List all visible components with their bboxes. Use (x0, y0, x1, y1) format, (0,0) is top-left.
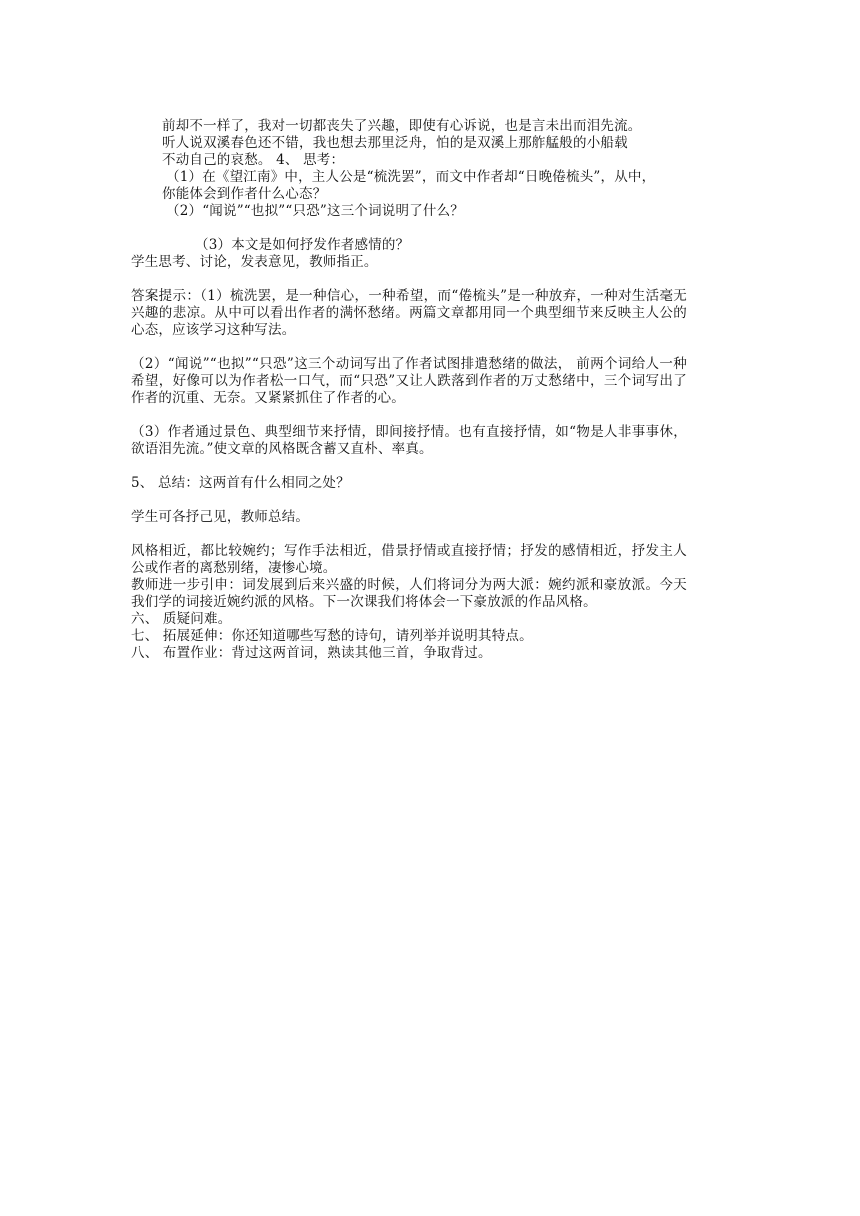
question-2: （2）“闻说”“也拟”“只恐”这三个词说明了什么？ (166, 203, 464, 219)
student-activity-text: 学生思考、讨论，发表意见，教师指正。 (131, 254, 378, 270)
section-6-heading: 六、 质疑问难。 (131, 611, 232, 627)
answer-hint-2: （2）“闻说”“也拟”“只恐”这三个动词写出了作者试图排遣愁绪的做法， 前两个词给人一种希望，好像可以为作者松一口气，而“只恐”又让人跌落到作者的万丈愁绪中，三个词写出了作者的沉重、无奈。又紧紧抓住了作者的心。 (131, 356, 687, 406)
student-opinion-text: 学生可各抒己见，教师总结。 (131, 509, 310, 525)
question-1-line-1: （1）在《望江南》中，主人公是“梳洗罢”，而文中作者却“日晚倦梳头”，从中， (166, 169, 656, 185)
answer-hint-3: （3）作者通过景色、典型细节来抒情，即间接抒情。也有直接抒情，如“物是人非事事休，欲语泪先流。”使文章的风格既含蓄又直朴、率真。 (131, 424, 687, 457)
intro-line-1: 前却不一样了，我对一切都丧失了兴趣，即使有心诉说，也是言未出而泪先流。 (162, 118, 642, 134)
intro-line-3: 不动自己的哀愁。 4、 思考： (162, 152, 345, 168)
answer-hint-1: 答案提示：（1）梳洗罢，是一种信心，一种希望，而“倦梳头”是一种放弃，一种对生活毫无兴趣的悲凉。从中可以看出作者的满怀愁绪。两篇文章都用同一个典型细节来反映主人公的心态，应该学习这种写法。 (131, 288, 687, 338)
teacher-extension-paragraph: 教师进一步引申：词发展到后来兴盛的时候，人们将词分为两大派：婉约派和豪放派。今天我们学的词接近婉约派的风格。下一次课我们将体会一下豪放派的作品风格。 (131, 577, 687, 610)
intro-line-2: 听人说双溪春色还不错，我也想去那里泛舟，怕的是双溪上那舴艋般的小船载 (162, 135, 628, 151)
section-7-heading: 七、 拓展延伸：你还知道哪些写愁的诗句，请列举并说明其特点。 (131, 628, 533, 644)
summary-paragraph: 风格相近，都比较婉约；写作手法相近，借景抒情或直接抒情；抒发的感情相近，抒发主人公或作者的离愁别绪，凄惨心境。 (131, 543, 687, 576)
question-3: （3）本文是如何抒发作者感情的？ (195, 237, 410, 253)
document-body (131, 118, 687, 662)
section-5-heading: 5、 总结：这两首有什么相同之处？ (131, 475, 350, 491)
section-8-heading: 八、 布置作业：背过这两首词，熟读其他三首，争取背过。 (131, 645, 492, 661)
question-1-line-2: 你能体会到作者什么心态？ (162, 186, 327, 202)
